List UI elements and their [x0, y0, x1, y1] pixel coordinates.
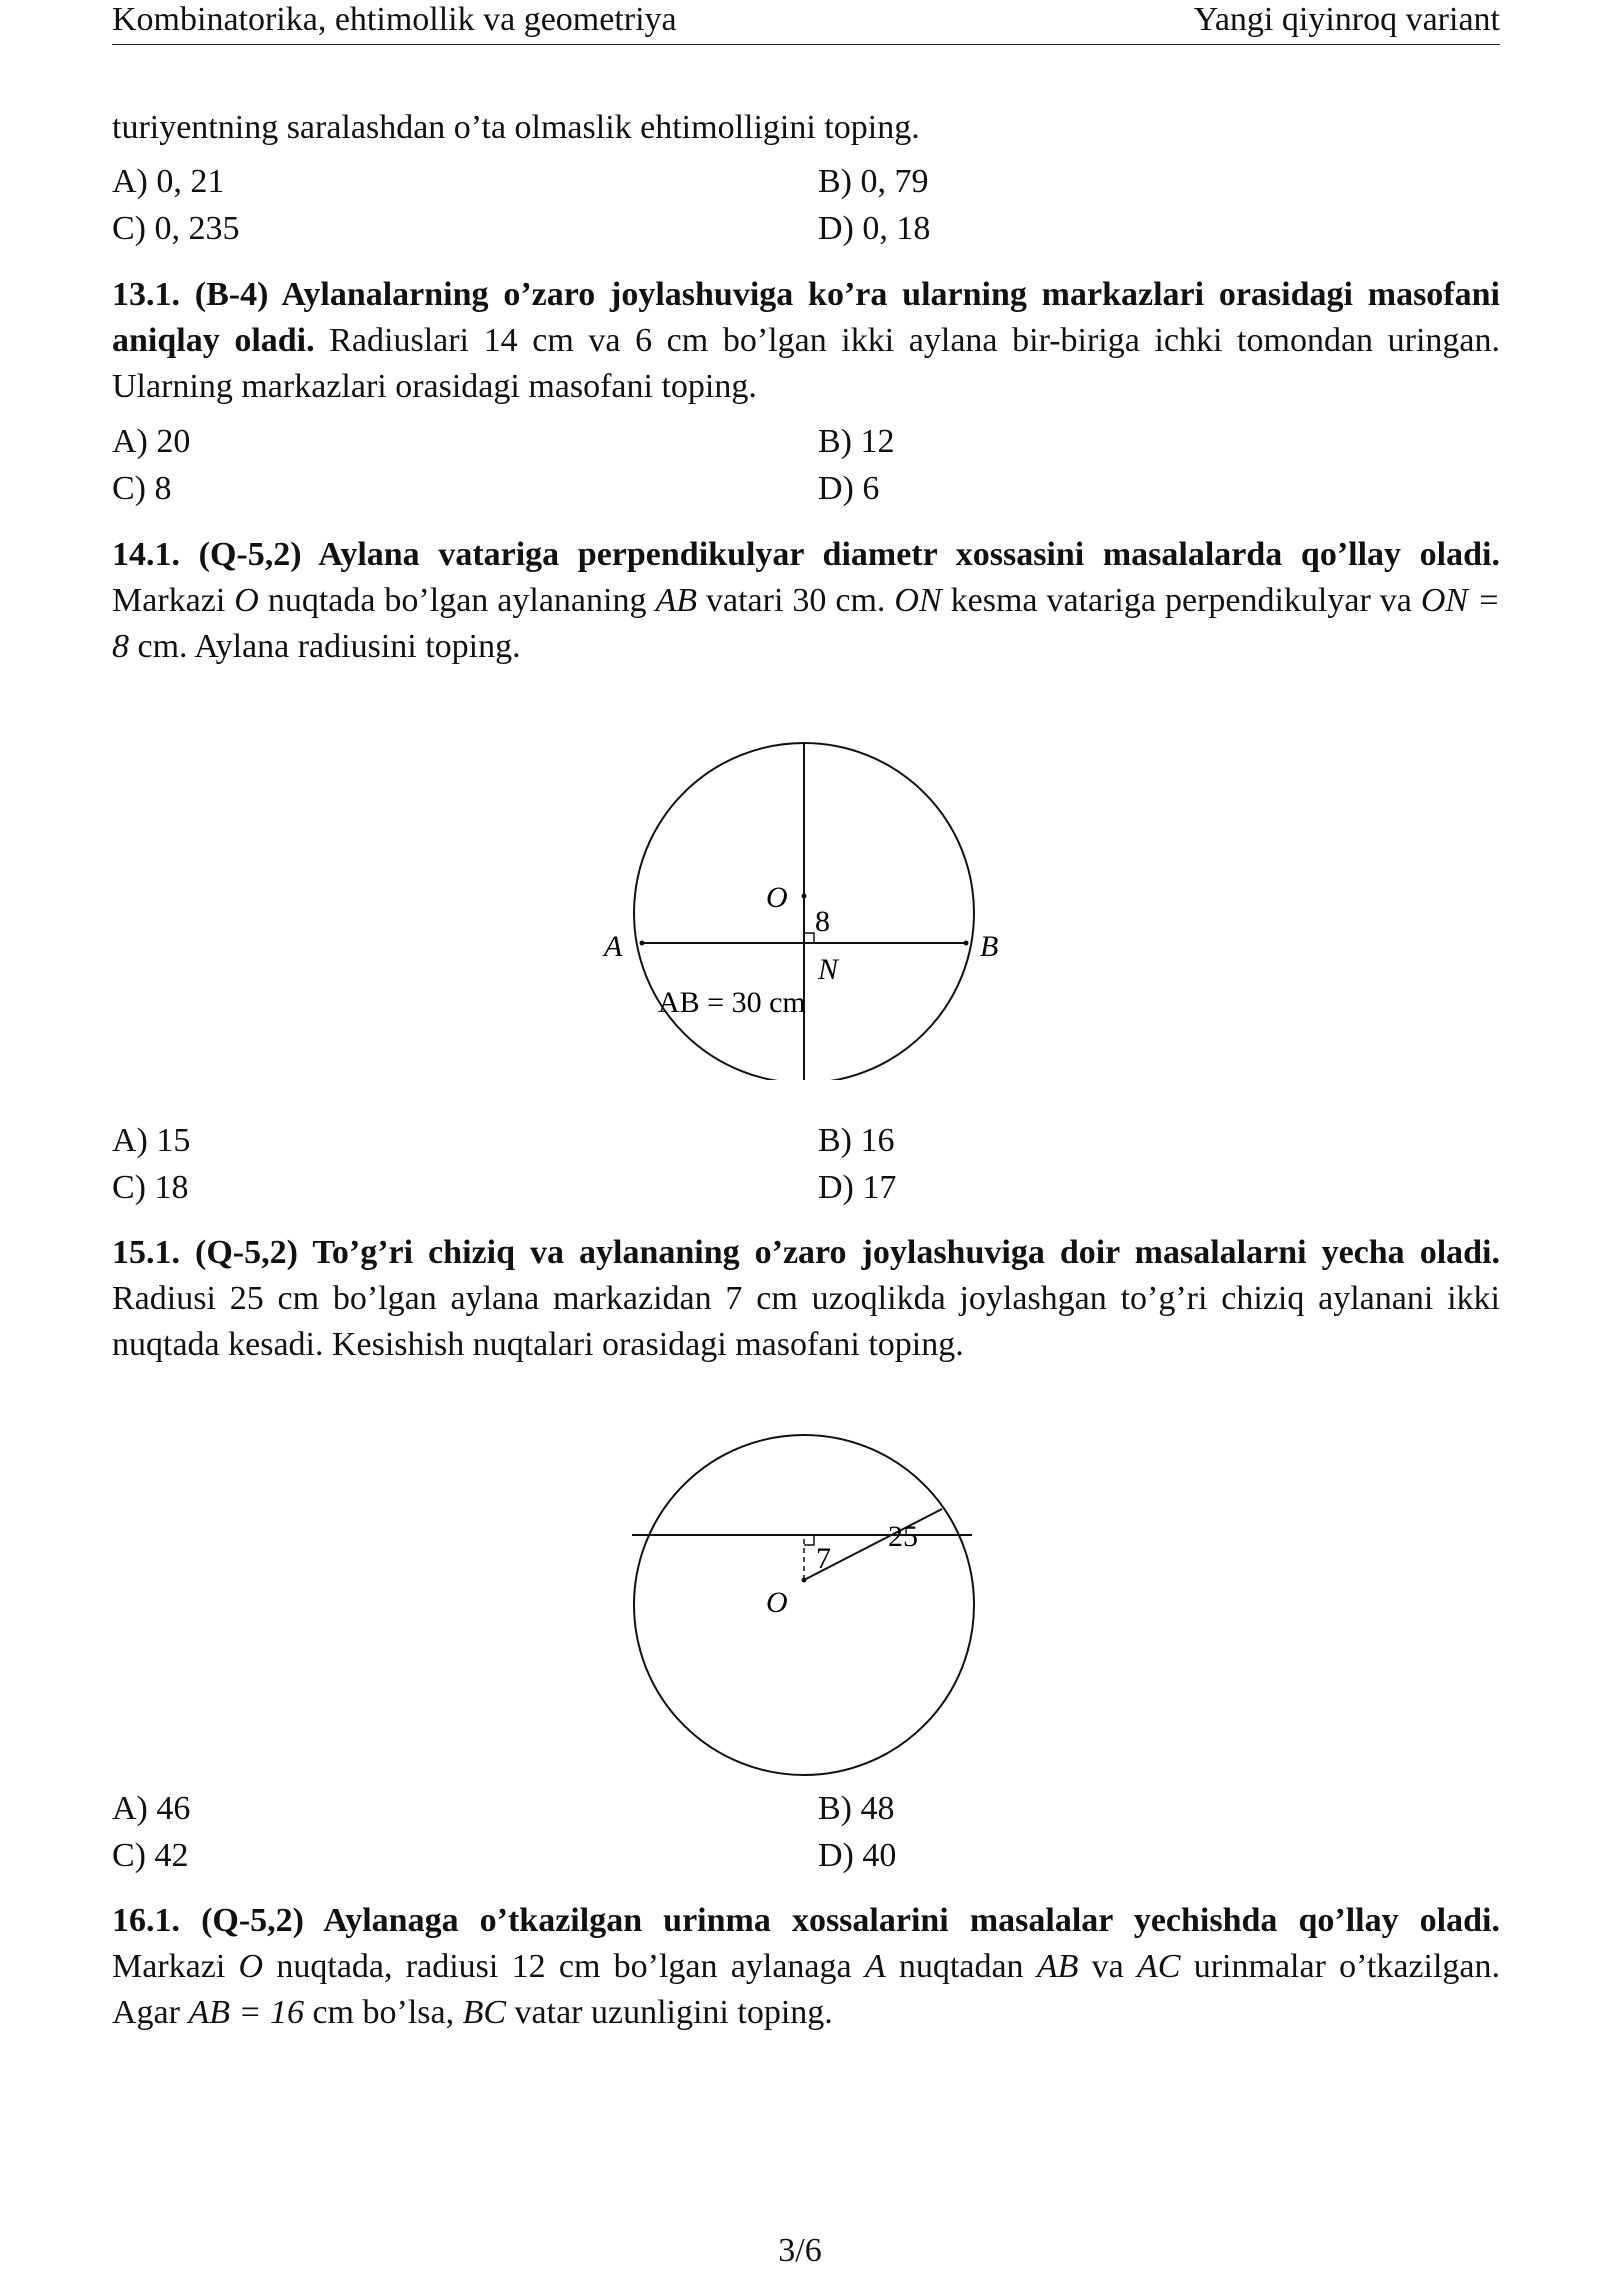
math-ON: ON — [894, 582, 942, 619]
problem-14-1-option-d: D) 17 — [818, 1169, 897, 1206]
problem-13-1-option-b: B) 12 — [818, 423, 895, 460]
intro-option-c: C) 0, 235 — [112, 210, 240, 247]
problem-13-1-option-d: D) 6 — [818, 470, 880, 507]
problem-13-1-option-a: A) 20 — [112, 423, 191, 460]
figure-14-1-label-b: B — [980, 930, 999, 963]
problem-14-1-options — [112, 1117, 1500, 1211]
math-AB: AB — [655, 582, 697, 619]
problem-16-1-text-6: va — [1078, 1948, 1138, 1985]
problem-15-1 — [112, 1230, 1500, 1368]
intro-options — [112, 158, 1500, 252]
figure-14-1-label-a: A — [604, 930, 623, 963]
problem-13-1-text: Radiuslari 14 cm va 6 cm bo’lgan ikki aylana bir-biriga ichki tomondan uringan. Ularning markazlari orasidagi masofani toping. — [112, 322, 1501, 405]
problem-14-1-text-4: vatari 30 cm. — [697, 582, 895, 619]
intro-option-d: D) 0, 18 — [818, 210, 931, 247]
problem-14-1-heading: 14.1. (Q-5,2) Aylana vatariga perpendikulyar diametr xossasini masalalarda qo’llay oladi. — [112, 536, 1500, 573]
problem-14-1 — [112, 532, 1500, 670]
problem-15-1-text: Radiusi 25 cm bo’lgan aylana markazidan 7 cm uzoqlikda joylashgan to’g’ri chiziq aylanani ikki nuqtada kesadi. Kesishish nuqtalari orasidagi masofani toping. — [112, 1280, 1500, 1363]
figure-14-1-label-o: O — [766, 881, 788, 914]
math-BC: BC — [462, 1994, 507, 2031]
math-ON-eq: ON = 8 — [112, 582, 1501, 665]
problem-14-1-text-2: nuqtada bo’lgan aylananing — [258, 582, 656, 619]
problem-16-1-heading: 16.1. (Q-5,2) Aylanaga o’tkazilgan urinma xossalarini masalalar yechishda qo’llay oladi. — [112, 1902, 1500, 1939]
problem-14-1-option-c: C) 18 — [112, 1169, 189, 1206]
math-A: A — [864, 1948, 886, 1985]
problem-13-1 — [112, 272, 1500, 410]
problem-15-1-option-b: B) 48 — [818, 1790, 895, 1827]
figure-15-1-label-o: O — [766, 1586, 788, 1619]
figure-14-1-label-ab: AB = 30 cm — [658, 986, 806, 1019]
figure-14-1-label-n: N — [818, 953, 839, 986]
page-number: 3/6 — [778, 2232, 822, 2269]
intro-option-a: A) 0, 21 — [112, 163, 225, 200]
problem-16-1 — [112, 1898, 1500, 2036]
figure-14-1-label-8: 8 — [815, 905, 830, 938]
problem-14-1-text-0: Markazi — [112, 582, 235, 619]
intro-text-block — [112, 105, 1500, 151]
figure-15-1-label-25: 25 — [888, 1520, 918, 1553]
math-O: O — [234, 582, 259, 619]
math-AB: AB — [1036, 1948, 1079, 1985]
intro-option-b: B) 0, 79 — [818, 163, 929, 200]
problem-14-1-text-6: kesma vatariga perpendikulyar va — [941, 582, 1421, 619]
problem-15-1-heading: 15.1. (Q-5,2) To’g’ri chiziq va aylananing o’zaro joylashuviga doir masalalarni yecha oladi. — [112, 1234, 1500, 1271]
figure-14-1-point-a — [640, 941, 645, 946]
problem-16-1-text-10: cm bo’lsa, — [303, 1994, 463, 2031]
figure-14-1-right-angle-mark — [804, 933, 814, 943]
problem-13-1-option-c: C) 8 — [112, 470, 172, 507]
figure-14-1-point-o — [802, 894, 807, 899]
figure-15-1-right-angle-mark — [804, 1535, 814, 1545]
math-AB-eq: AB = 16 — [188, 1994, 304, 2031]
intro-text: turiyentning saralashdan o’ta olmaslik ehtimolligini toping. — [112, 109, 920, 146]
header-right-title: Yangi qiyinroq variant — [1193, 1, 1500, 38]
figure-15-1-circle — [634, 1435, 974, 1775]
problem-13-1-options — [112, 418, 1500, 512]
problem-15-1-body — [112, 1230, 1500, 1368]
problem-16-1-body — [112, 1898, 1500, 2036]
math-O: O — [238, 1948, 264, 1985]
problem-14-1-option-a: A) 15 — [112, 1122, 191, 1159]
math-AC: AC — [1137, 1948, 1181, 1985]
problem-16-1-text-12: vatar uzunligini toping. — [506, 1994, 833, 2031]
problem-16-1-text-2: nuqtada, radiusi 12 cm bo’lgan aylanaga — [263, 1948, 865, 1985]
problem-15-1-option-a: A) 46 — [112, 1790, 191, 1827]
problem-14-1-text-8: cm. Aylana radiusini toping. — [129, 628, 521, 665]
figure-14-1-point-b — [964, 941, 969, 946]
figure-15-1 — [620, 1410, 990, 1780]
problem-14-1-body — [112, 532, 1500, 670]
problem-15-1-option-d: D) 40 — [818, 1837, 897, 1874]
figure-15-1-label-7: 7 — [816, 1542, 831, 1575]
problem-15-1-options — [112, 1785, 1500, 1879]
figure-14-1 — [590, 720, 1020, 1080]
header-left-title: Kombinatorika, ehtimollik va geometriya — [112, 1, 677, 38]
problem-15-1-option-c: C) 42 — [112, 1837, 189, 1874]
problem-13-1-body — [112, 272, 1500, 410]
problem-14-1-option-b: B) 16 — [818, 1122, 895, 1159]
figure-15-1-point-o — [802, 1578, 807, 1583]
running-header — [112, 0, 1500, 45]
problem-16-1-text-4: nuqtadan — [885, 1948, 1037, 1985]
problem-13-1-heading: 13.1. (B-4) Aylanalarning o’zaro joylashuviga ko’ra ularning markazlari orasidagi masofani aniqlay oladi. — [112, 276, 1500, 359]
problem-16-1-text-0: Markazi — [112, 1948, 239, 1985]
problem-16-1-text-8: urinmalar o’tkazilgan. Agar — [112, 1948, 1500, 2031]
